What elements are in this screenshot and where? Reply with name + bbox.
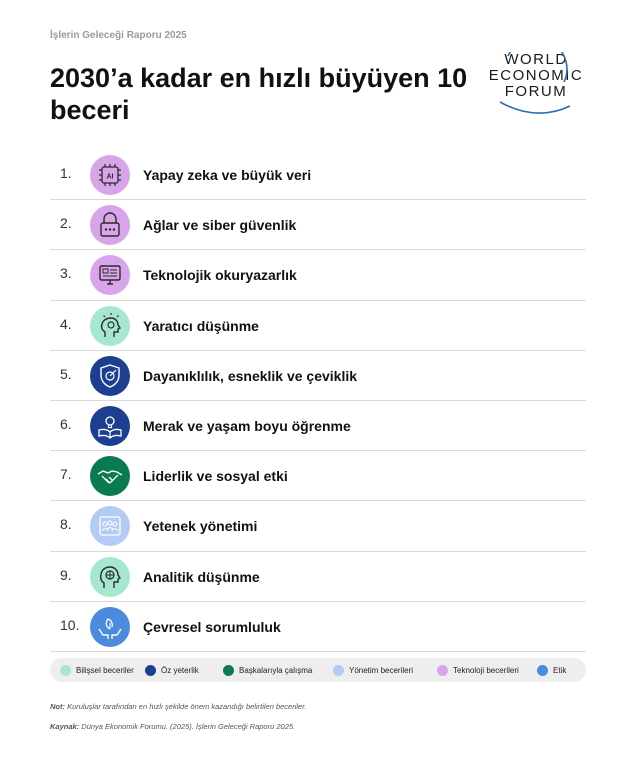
note-label: Not:	[50, 702, 65, 711]
rank-number: 2.	[60, 215, 72, 232]
legend-item	[223, 658, 312, 682]
padlock-network-icon	[90, 205, 130, 245]
skill-label: Yapay zeka ve büyük veri	[143, 167, 312, 183]
shield-target-icon	[90, 356, 130, 396]
legend-label: Öz yeterlik	[161, 665, 199, 675]
rank-number: 9.	[60, 566, 72, 583]
svg-text:AI: AI	[106, 173, 114, 181]
note-text: Kuruluşlar tarafından en hızlı şekilde önem kazandığı belirtilen beceriler.	[65, 702, 307, 711]
legend-label: Yönetim becerileri	[349, 665, 414, 675]
legend-label: Başkalarıyla çalışma	[239, 665, 313, 675]
legend-item	[537, 658, 566, 682]
skills-list	[50, 150, 586, 652]
list-item	[50, 602, 586, 652]
footnote	[50, 702, 307, 711]
ai-chip-icon	[90, 155, 130, 195]
rank-number: 10.	[60, 616, 80, 633]
list-item	[50, 250, 586, 300]
book-lightbulb-icon	[90, 406, 130, 446]
skill-label: Liderlik ve sosyal etki	[143, 468, 288, 485]
list-item	[50, 552, 586, 602]
legend-label: Bilişsel beceriler	[76, 665, 134, 675]
report-kicker: İşlerin Geleceği Raporu 2025	[50, 30, 187, 41]
legend-item	[60, 658, 134, 682]
skill-label: Teknolojik okuryazarlık	[143, 267, 297, 284]
page-title: 2030’a kadar en hızlı büyüyen 10 beceri	[50, 63, 468, 125]
legend-item	[145, 658, 199, 682]
rank-number: 6.	[60, 415, 72, 432]
list-item	[50, 451, 586, 501]
logo-line-3: FORUM	[504, 83, 568, 100]
skill-label: Yaratıcı düşünme	[143, 317, 259, 334]
source-text: Dünya Ekonomik Forumu. (2025). İşlerin Geleceği Raporu 2025.	[79, 722, 296, 731]
rank-number: 8.	[60, 516, 72, 533]
legend-item	[333, 658, 413, 682]
legend-dot	[60, 665, 71, 676]
wef-logo	[478, 52, 594, 116]
skill-label: Çevresel sorumluluk	[143, 618, 281, 635]
category-legend	[50, 658, 586, 682]
rank-number: 7.	[60, 466, 72, 483]
skill-label: Analitik düşünme	[143, 568, 260, 585]
rank-number: 1.	[60, 165, 72, 181]
skill-label: Merak ve yaşam boyu öğrenme	[143, 417, 351, 434]
skill-label: Ağlar ve siber güvenlik	[143, 217, 297, 234]
legend-dot	[223, 665, 234, 676]
legend-dot	[437, 665, 448, 676]
list-item	[50, 150, 586, 200]
creative-head-icon	[90, 306, 130, 346]
brain-head-icon	[90, 557, 130, 597]
skill-label: Yetenek yönetimi	[143, 518, 258, 535]
logo-line-1: WORLD	[504, 51, 568, 68]
hands-leaf-icon	[90, 607, 130, 647]
legend-label: Teknoloji becerileri	[453, 665, 519, 675]
rank-number: 4.	[60, 315, 72, 332]
legend-dot	[333, 665, 344, 676]
list-item	[50, 351, 586, 401]
logo-line-2: ECONOMIC	[488, 67, 584, 84]
computer-monitor-icon	[90, 255, 130, 295]
team-people-icon	[90, 506, 130, 546]
legend-item	[437, 658, 519, 682]
logo-arc-icon	[478, 52, 594, 116]
source-label: Kaynak:	[50, 722, 80, 731]
list-item	[50, 301, 586, 351]
source-line	[50, 722, 295, 731]
rank-number: 5.	[60, 365, 72, 382]
legend-label: Etik	[553, 665, 567, 675]
list-item	[50, 200, 586, 250]
legend-dot	[537, 665, 548, 676]
rank-number: 3.	[60, 265, 72, 282]
skill-label: Dayanıklılık, esneklik ve çeviklik	[143, 367, 358, 384]
list-item	[50, 501, 586, 551]
handshake-icon	[90, 456, 130, 496]
legend-dot	[145, 665, 156, 676]
list-item	[50, 401, 586, 451]
